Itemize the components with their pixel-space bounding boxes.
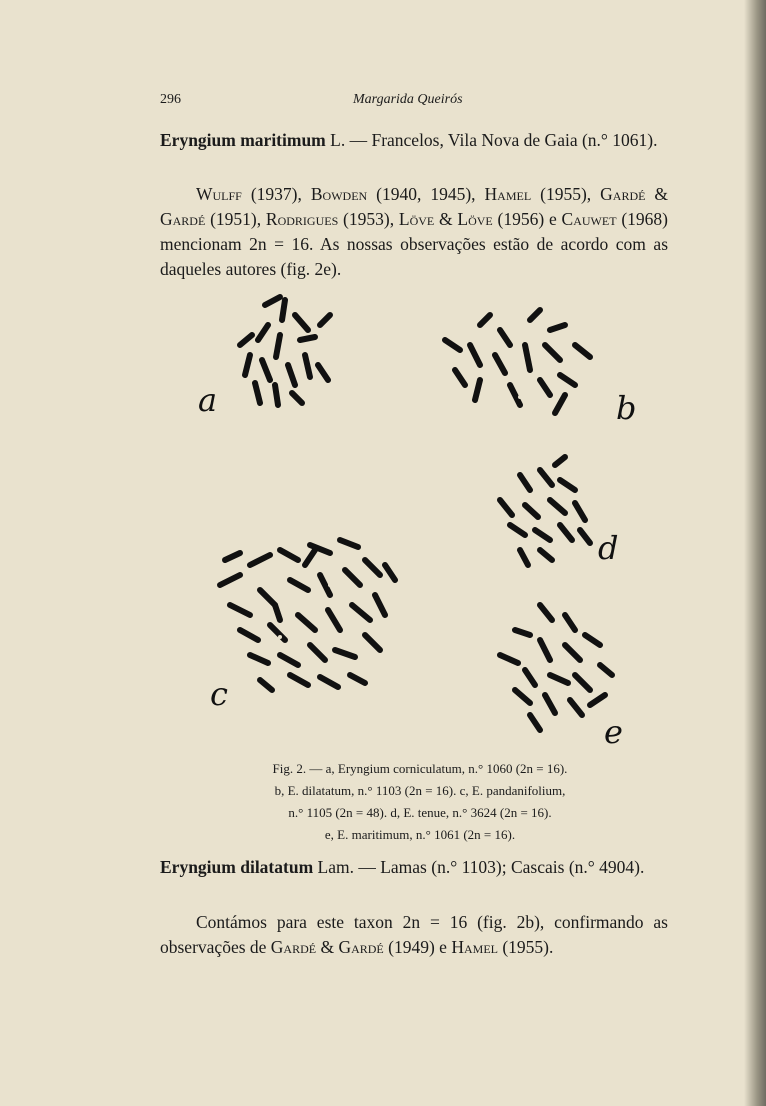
text-run: (1951), — [205, 209, 266, 229]
panel-label-d: d — [598, 529, 619, 567]
page-edge-shadow — [744, 0, 766, 1106]
caption-line: b, E. dilatatum, n.° 1103 (2n = 16). c, E. pandanifolium, — [274, 783, 566, 798]
entry-maritimum-heading — [160, 128, 710, 153]
authority-locality: L. — Francelos, Vila Nova de Gaia (n.° 1061). — [325, 130, 658, 150]
species-name: Eryngium maritimum — [160, 130, 326, 150]
text-run: (1968) mencionam 2n = 16. As nossas observações estão de acordo com as daqueles autores (fig. 2e). — [160, 209, 668, 279]
text-run: (1953), — [338, 209, 399, 229]
author-name: Hamel — [484, 184, 532, 204]
chromosome-figure — [180, 285, 650, 755]
figure-caption — [190, 758, 650, 846]
chromosome-plate-e — [500, 605, 612, 730]
author-name: Löve & Löve — [398, 209, 493, 229]
panel-label-c: c — [210, 675, 228, 713]
caption-line: Fig. 2. — a, Eryngium corniculatum, n.° 1060 (2n = 16). — [272, 761, 568, 776]
chromosome-plates — [180, 285, 650, 755]
text-run: (1956) e — [492, 209, 562, 229]
caption-line: n.° 1105 (2n = 48). d, E. tenue, n.° 3624 (2n = 16). — [288, 805, 552, 820]
text-run: (1955). — [497, 937, 554, 957]
text-run: (1949) e — [383, 937, 452, 957]
chromosome-plate-b — [445, 310, 590, 413]
author-name: Rodrigues — [265, 209, 339, 229]
page-number: 296 — [160, 92, 181, 107]
text-run: (1940, 1945), — [367, 184, 485, 204]
author-name: Gardé & Gardé — [160, 184, 669, 229]
text-run: (1937), — [241, 184, 311, 204]
text-run: (1955), — [531, 184, 601, 204]
chromosome-plate-d — [500, 457, 590, 565]
author-name: Cauwet — [561, 209, 617, 229]
species-name: Eryngium dilatatum — [160, 857, 314, 877]
author-name: Bowden — [310, 184, 368, 204]
authority-locality: Lam. — Lamas (n.° 1103); Cascais (n.° 4904). — [313, 857, 645, 877]
entry-maritimum-text — [160, 182, 668, 282]
author-name: Gardé & Gardé — [270, 937, 384, 957]
panel-label-b: b — [616, 389, 637, 427]
page-header — [160, 92, 666, 112]
entry-dilatatum-text — [160, 910, 668, 960]
caption-line: e, E. maritimum, n.° 1061 (2n = 16). — [324, 827, 516, 842]
chromosome-plate-a — [240, 297, 330, 405]
chromosome-plate-c — [220, 540, 395, 690]
author-name: Wulff — [196, 184, 242, 204]
panel-label-e: e — [604, 713, 623, 751]
entry-dilatatum-heading — [160, 855, 710, 880]
text-run: Contámos para este taxon 2n = 16 (fig. 2b), confirmando as observações de — [160, 912, 668, 957]
author-name: Hamel — [451, 937, 498, 957]
running-head: Margarida Queirós — [353, 92, 463, 107]
panel-label-a: a — [198, 381, 218, 419]
